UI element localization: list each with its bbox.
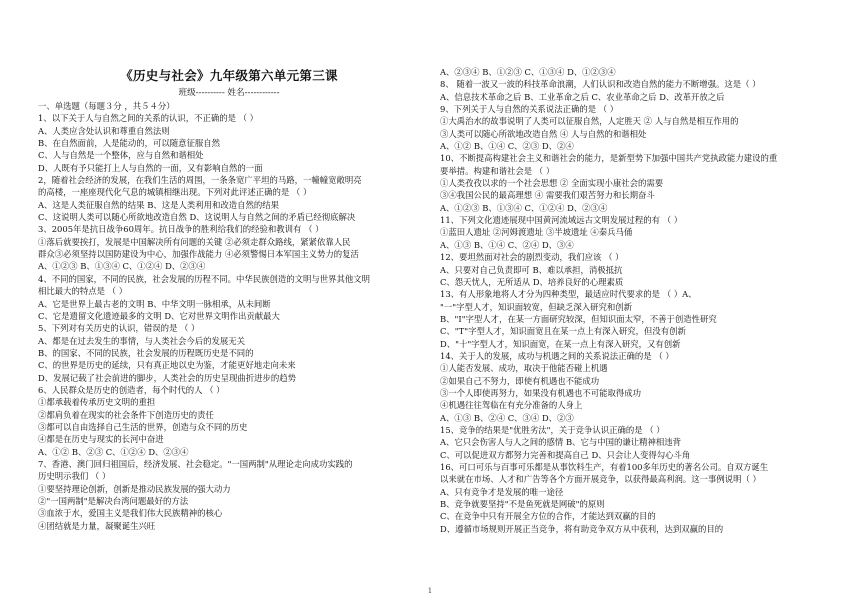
text-line: ①落后就要挨打，发展是中国解决所有问题的关键 ②必须走群众路线，紧紧依靠人民 [38,236,351,247]
text-line: C、在竞争中只有开展全方位的合作，才能达到双赢的目的 [440,511,656,522]
text-line: ②都肩负着在现实的社会条件下创造历史的责任 [38,409,214,420]
text-line: 12、要坦然面对社会的剧烈变动，我们应该 （ ） [440,252,624,263]
text-line: 10、不断提高构建社会主义和谐社会的能力，是新型势下加强中国共产党执政能力建设的重 [440,153,778,164]
text-line: ①人能否发展、成功，取决于他能否碰上机遇 [440,363,608,374]
text-line: 6、人民群众是历史的创造者，每个时代的人 （ ） [38,384,225,395]
text-line: ②"一国两制"是解决台湾问题最好的方法 [38,496,189,506]
text-line: A、它是世界上最古老的文明 B、中华文明一脉相承，从未间断 [38,298,271,309]
text-line: A、①③ B、②④ C、③④ D、②③ [440,412,574,423]
text-line: A、只有竞争才是发展的唯一途径 [440,486,564,497]
text-line: 的高楼，一座座现代化气息的城镇相继出现。下列对此评述正确的是 （ ） [38,187,312,198]
text-line: ①蓝田人遗址 ②河姆渡遗址 ③半坡遗址 ④秦兵马俑 [440,227,633,238]
text-line: B、的国家、不同的民族，社会发展的历程既历史是不同的 [38,347,254,358]
text-line: A、①② B、②③ C、①②④ D、②③④ [38,446,189,457]
text-line: 11、下列文化遗迹展现中国黄河流域远古文明发展过程的有 （ ） [440,215,683,226]
text-line: A、②③④ B、①②③ C、①③④ D、①②③④ [440,67,616,77]
text-line: ③一个人即使再努力，如果没有机遇也不可能取得成功 [440,387,641,398]
text-line: C、这说明人类可以随心所欲地改造自然 D、这说明人与自然之间的矛盾已经彻底解决 [38,212,356,223]
text-line: 16、可口可乐与百事可乐都是从事饮料生产，有着100多年历史的著名公司。自双方诞生 [440,462,769,472]
text-line: A、信息技术革命之后 B、工业革命之后 C、农业革命之后 D、改革开放之后 [440,91,725,102]
text-line: ③④我国公民的最高理想 ④ 需要我们艰苦努力和长期奋斗 [440,190,655,201]
document-title: 《历史与社会》九年级第六单元第三课 [120,68,338,83]
text-line: C、它是遗留文化遗迹最多的文明 D、它对世界文明作出贡献最大 [38,310,280,321]
text-line: 一、单选题（每题３分 ，共５４分） [38,101,175,111]
text-line: A、只要对自己负责即可 B、难以承担，消极抵抗 [440,264,623,275]
text-line: A、人类应含处认识和尊重自然法则 [38,125,170,136]
text-line: B、"I"字型人才，在某一方面研究较深，但知识面太窄，不善于创造性研究 [440,313,717,324]
text-line: 历史明示我们 （ ） [38,471,111,482]
text-line: 7、香港、澳门回归祖国后，经济发展、社会稳定。"一国两制"从理论走向成功实践的 [38,458,353,469]
text-line: ④团结就是力量，凝聚诞生兴旺 [38,520,156,531]
text-line: ①都承载着传承历史文明的重担 [38,397,156,408]
text-line: C、可以促进双方都努力完善和提高自己 D、只会让人变得勾心斗角 [440,449,691,460]
text-line: D、"十"字型人才，知识面宽，在某一点上有深入研究，又有创新 [440,338,681,349]
text-line: 4、不同的国家，不同的民族，社会发展的历程不同。中华民族创造的文明与世界其他文明 [38,273,370,284]
text-line: ①人类孜孜以求的一个社会思想 ② 全面实现小康社会的需要 [440,178,664,189]
text-line: ①大禹治水的故事说明了人类可以征服自然，人定胜天 ② 人与自然是相互作用的 [440,116,739,127]
text-line: 14、关于人的发展，成功与机遇之间的关系说法正确的是 （ ） [440,350,674,361]
text-line: 3、2005年是抗日战争60周年。抗日战争的胜利给我们的经验和教训有 （ ） [38,224,324,235]
text-line: C、怨天忧人，无所适从 D、培养良好的心理素质 [440,276,624,287]
text-line: C、人与自然是一个整体，应与自然和谐相处 [38,150,204,161]
text-line: ②如果自己不努力，即使有机遇也不能成功 [440,375,600,386]
text-line: 8、 随着一波又一波的科技革命浪潮，人们认识和改造自然的能力不断增强。这是（ ） [440,79,761,90]
text-line: ③都可以自由选择自己生活的世界，创造与众不同的历史 [38,421,248,432]
text-line: ④机遇往往驾临在有充分准备的人身上 [440,400,583,411]
text-line: D、遵循市场规则开展正当竞争，将有助竞争双方从中获利，达到双赢的目的 [440,523,724,534]
text-line: D、发展记载了社会前进的脚步，人类社会的历史呈现曲折进步的趋势 [38,372,296,383]
text-line: 要举措。构建和谐社会是 （ ） [440,165,555,176]
left-column [38,100,420,532]
text-line: A、①②③ B、①③④ C、①②④ D、②③④ [38,261,206,272]
text-line: A、①② B、①④ C、②③ D、②④ [440,141,574,152]
text-line: 群众③必须坚持以国防建设为中心，加强作战能力 ④必须警惕日本军国主义势力的复活 [38,249,359,260]
text-line: 相比最大的特点是 （ ） [38,286,128,297]
text-line: "一"字型人才，知识面较宽，但缺乏深入研究和创新 [440,301,632,312]
text-line: A、都是在过去发生的事情，与人类社会今后的发展无关 [38,335,246,346]
class-name-line: 班级---------- 姓名------------ [178,88,280,98]
text-line: 15、竞争的结果是"优胜劣汰"，关于竞争认识正确的是 （ ） [440,424,665,435]
text-line: ①要坚持理论创新，创新是推动民族发展的强大动力 [38,483,231,494]
text-line: C、的世界是历史的延续，只有真正地以史为鉴，才能更好地走向未来 [38,360,296,371]
text-line: A、①③ B、①④ C、②④ D、③④ [440,239,574,250]
page-number: 1 [427,587,433,595]
text-line: ④都是在历史与现实的长河中奋进 [38,434,164,445]
text-line: 5、下列对有关历史的认识，错误的是 （ ） [38,323,200,334]
text-line: 2，随着社会经济的发展，在我们生活的周围，一条条宽广平坦的马路，一幢幢宽敞明亮 [38,175,362,186]
text-line: 9、下列关于人与自然的关系说法正确的是 （ ） [440,104,619,115]
text-line: A、这是人类征服自然的结果 B、这是人类利用和改造自然的结果 [38,199,279,210]
text-line: 13、有人形象地将人才分为四种类型，最适应时代要求的是 （ ）A、 [440,289,697,300]
text-line: A、①②③ B、①③④ C、①②④ D、②③④ [440,202,608,213]
text-line: ③人类可以随心所欲地改造自然 ④ 人与自然的和谐相处 [440,128,647,139]
text-line: 以来就在市场、人才和广告等各个方面开展竞争，以获得最高利润。这一事例说明（ ） [440,474,761,485]
right-column [440,66,832,535]
text-line: B、在自然面前，人是能动的，可以随意征服自然 [38,138,221,149]
text-line: D、人既有予只能打上人与自然的一面，又有影响自然的一面 [38,162,263,173]
text-line: B、竞争就要坚持"不是鱼死就是网破"的原则 [440,499,605,510]
text-line: A、它只会伤害人与人之间的感情 B、它与中国的谦让精神相违背 [440,437,681,448]
text-line: 1、以下关于人与自然之间的关系的认识，不正确的是 （ ） [38,113,259,124]
text-line: C、"T"字型人才，知识面宽且在某一点上有深入研究，但没有创新 [440,326,686,337]
text-line: ③血浓于水，爱国主义是我们伟大民族精神的核心 [38,508,223,519]
